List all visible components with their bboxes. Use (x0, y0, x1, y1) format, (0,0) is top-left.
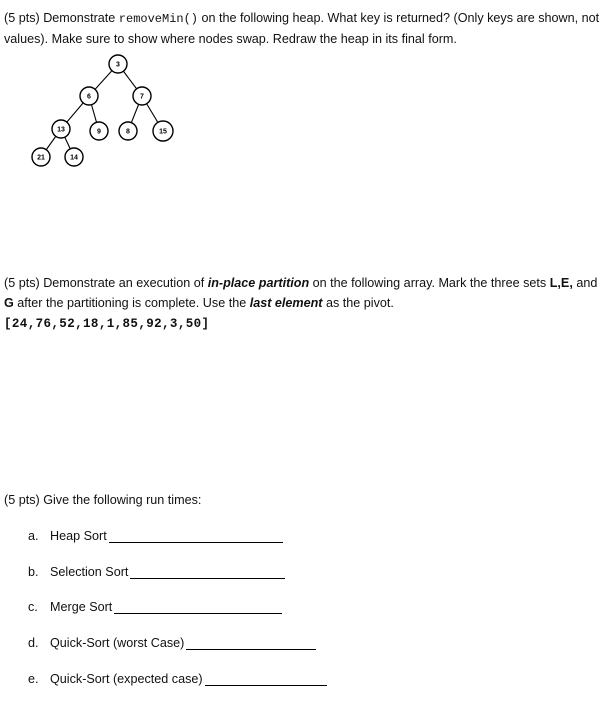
svg-text:14: 14 (70, 154, 78, 162)
svg-text:9: 9 (97, 128, 101, 136)
svg-text:7: 7 (140, 93, 144, 101)
heap-node (52, 120, 70, 138)
list-marker: a. (28, 529, 39, 543)
q2-emph-in-place: in-place partition (207, 276, 310, 290)
answer-blank[interactable] (186, 637, 316, 650)
heap-node (32, 148, 50, 166)
runtime-label: Selection Sort (50, 565, 129, 579)
list-marker: c. (28, 600, 38, 614)
svg-text:3: 3 (116, 61, 120, 69)
q2-prefix: (5 pts) Demonstrate an execution of (4, 276, 208, 290)
q2-suffix: as the pivot. (322, 296, 394, 310)
answer-blank[interactable] (130, 566, 285, 579)
q2-mid3: after the partitioning is complete. Use the (13, 296, 250, 310)
heap-node (153, 121, 173, 141)
question-3-heading: (5 pts) Give the following run times: (4, 493, 202, 507)
q2-emph-last: last element (249, 296, 323, 310)
heap-node (119, 122, 137, 140)
q2-mid2: and (572, 276, 598, 290)
q1-code: removeMin() (118, 12, 199, 26)
q2-set-g: G (4, 296, 14, 310)
answer-blank[interactable] (114, 601, 282, 614)
heap-node (65, 148, 83, 166)
runtime-row-heap-sort (28, 529, 283, 543)
heap-node (133, 87, 151, 105)
q2-mid1: on the following array. Mark the three sets (309, 276, 550, 290)
heap-node (90, 122, 108, 140)
runtime-label: Merge Sort (50, 600, 113, 614)
runtime-label: Quick-Sort (expected case) (50, 672, 203, 686)
heap-diagram (0, 0, 615, 180)
svg-text:21: 21 (37, 154, 45, 162)
q1-prefix: (5 pts) Demonstrate (4, 11, 119, 25)
runtime-label: Heap Sort (50, 529, 107, 543)
q2-array: [24,76,52,18,1,85,92,3,50] (4, 317, 210, 331)
runtime-row-quick-sort-worst (28, 636, 316, 650)
heap-node (80, 87, 98, 105)
q1-suffix: on the following heap. What key is returned? (Only keys are shown, not values). Make sure to show where nodes swap. Redraw the heap in its final form. (4, 11, 600, 46)
runtime-row-merge-sort (28, 600, 282, 614)
list-marker: d. (28, 636, 39, 650)
list-marker: e. (28, 672, 39, 686)
svg-text:13: 13 (57, 126, 65, 134)
heap-node-root (109, 55, 127, 73)
answer-blank[interactable] (109, 530, 283, 543)
question-2-text (4, 273, 604, 313)
svg-text:6: 6 (87, 93, 91, 101)
answer-blank[interactable] (205, 673, 327, 686)
svg-text:15: 15 (159, 128, 167, 136)
svg-text:8: 8 (126, 128, 130, 136)
runtime-label: Quick-Sort (worst Case) (50, 636, 185, 650)
runtime-row-selection-sort (28, 565, 285, 579)
runtime-row-quick-sort-expected (28, 672, 327, 686)
list-marker: b. (28, 565, 39, 579)
q2-sets: L,E, (549, 276, 573, 290)
